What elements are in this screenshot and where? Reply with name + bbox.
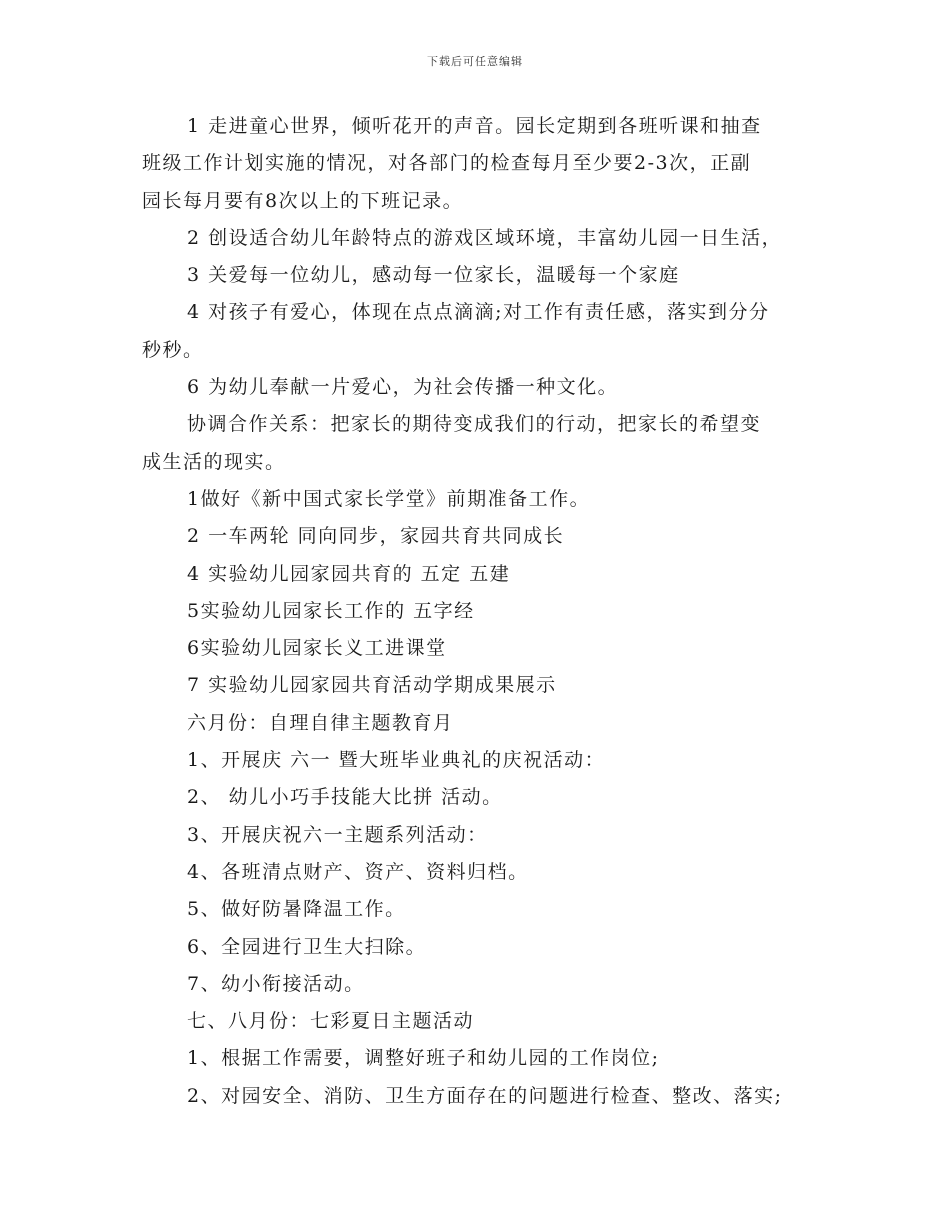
paragraph-line: 5实验幼儿园家长工作的 五字经 [187, 599, 475, 622]
paragraph-line: 7、幼小衔接活动。 [187, 972, 365, 995]
paragraph-line: 2 创设适合幼儿年龄特点的游戏区域环境，丰富幼儿园一日生活， [187, 226, 783, 249]
paragraph-line: 1、开展庆 六一 暨大班毕业典礼的庆祝活动： [187, 749, 606, 772]
paragraph-line: 秒秒。 [142, 338, 204, 361]
paragraph-line: 5、做好防暑降温工作。 [187, 898, 406, 921]
paragraph-line: 七、八月份：七彩夏日主题活动 [187, 1010, 475, 1033]
paragraph-line: 六月份：自理自律主题教育月 [187, 711, 454, 734]
paragraph-line: 6 为幼儿奉献一片爱心，为社会传播一种文化。 [187, 376, 619, 399]
paragraph-line: 3 关爱每一位幼儿，感动每一位家长，温暖每一个家庭 [187, 264, 680, 287]
paragraph-line: 成生活的现实。 [142, 450, 286, 473]
paragraph-line: 班级工作计划实施的情况，对各部门的检查每月至少要2-3次，正副 [142, 152, 752, 175]
paragraph-line: 6、全园进行卫生大扫除。 [187, 935, 427, 958]
paragraph-line: 1 走进童心世界，倾听花开的声音。园长定期到各班听课和抽查 [187, 115, 762, 137]
paragraph-line: 1、根据工作需要，调整好班子和幼儿园的工作岗位; [187, 1047, 660, 1070]
paragraph-line: 3、开展庆祝六一主题系列活动： [187, 823, 488, 846]
paragraph-line: 2、 幼儿小巧手技能大比拼 活动。 [187, 786, 503, 809]
paragraph-line: 6实验幼儿园家长义工进课堂 [187, 637, 447, 660]
document-body [142, 108, 822, 1115]
paragraph-line: 7 实验幼儿园家园共育活动学期成果展示 [187, 674, 557, 697]
paragraph-line: 园长每月要有8次以上的下班记录。 [142, 189, 464, 212]
paragraph-line: 4 对孩子有爱心，体现在点点滴滴;对工作有责任感，落实到分分 [187, 301, 770, 324]
page-header: 下载后可任意编辑 [427, 55, 523, 68]
paragraph-line: 1做好《新中国式家长学堂》前期准备工作。 [187, 487, 591, 510]
paragraph-line: 4 实验幼儿园家园共育的 五定 五建 [187, 562, 511, 585]
paragraph-line: 2、对园安全、消防、卫生方面存在的问题进行检查、整改、落实; [187, 1084, 783, 1107]
paragraph-line: 4、各班清点财产、资产、资料归档。 [187, 860, 529, 883]
paragraph-line: 协调合作关系：把家长的期待变成我们的行动，把家长的希望变 [187, 413, 762, 436]
paragraph-line: 2 一车两轮 同向同步，家园共育共同成长 [187, 525, 565, 548]
